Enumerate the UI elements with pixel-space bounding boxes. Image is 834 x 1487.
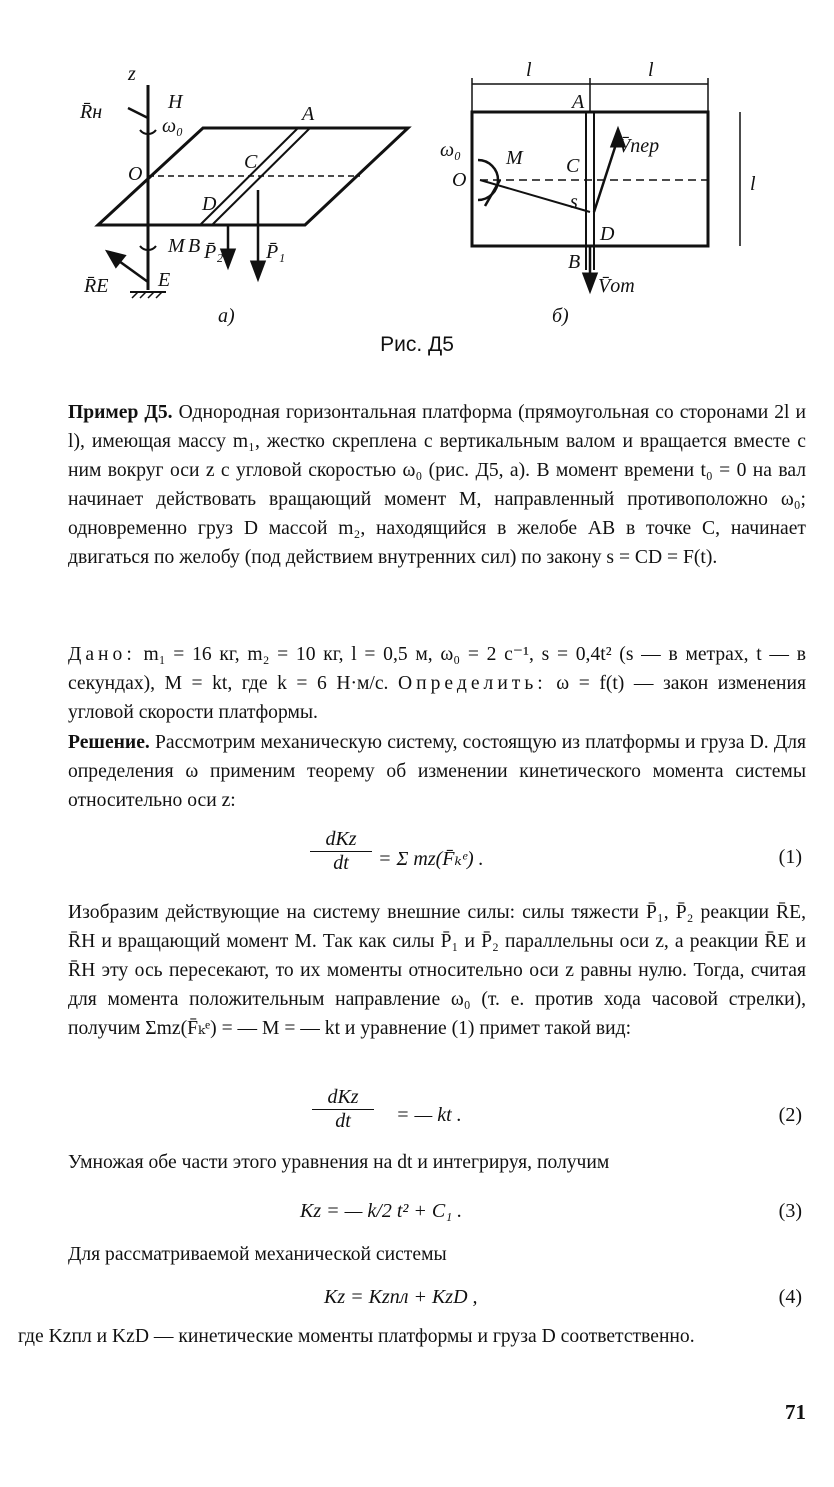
system-body: Для рассматриваемой механической системы: [68, 1244, 447, 1265]
subfig-b: б): [552, 305, 569, 327]
given-body: m₁ = 16 кг, m₂ = 10 кг, l = 0,5 м, ω₀ = 2 с⁻¹, s = 0,4t² (s — в метрах, t — в секундах), M = kt, где k = 6 Н·м/с.: [68, 644, 806, 694]
label-lside: l: [750, 173, 756, 195]
label-h: H: [168, 91, 183, 113]
eq1-numerator: dKz: [310, 828, 372, 852]
eq1-label: (1): [778, 846, 802, 868]
label-a-b: A: [572, 91, 585, 113]
eq1-rhs: = Σ mz(F̄ₖᵉ) .: [378, 848, 484, 870]
label-re: R̄E: [84, 275, 109, 297]
example-paragraph: [68, 398, 806, 572]
label-o-b: O: [452, 169, 467, 191]
equation-3: [0, 1196, 834, 1230]
label-z: z: [128, 63, 136, 85]
eq1-denominator: dt: [333, 852, 349, 874]
eq3-text: Kz = — k/2 t² + C₁ .: [300, 1200, 463, 1222]
eq2-label: (2): [778, 1104, 802, 1126]
system-paragraph: [68, 1240, 806, 1269]
label-rh: R̄н: [80, 101, 103, 123]
label-w0-a: ω₀: [162, 115, 184, 137]
equation-4: [0, 1284, 834, 1318]
eq2-denominator: dt: [335, 1110, 351, 1132]
forces-body: Изобразим действующие на систему внешние силы: силы тяжести P̄₁, P̄₂ реакции R̄E, R̄H и вращающий момент M. Так как силы P̄₁ и P̄₂ параллельны оси z, а реакции R̄E и R̄H эту ось пересекают, то их моменты относительно оси z равны нулю. Тогда, считая для момента положительным направление ω₀ (т. е. против хода часовой стрелки), получим Σmz(F̄ₖᵉ) = — M = — kt и уравнение (1) примет такой вид:: [68, 902, 806, 1039]
label-l1: l: [526, 59, 532, 81]
find-label: Определить:: [398, 673, 547, 694]
given-paragraph: [68, 640, 806, 727]
equation-2: [0, 1086, 834, 1140]
moments-body: где Kzпл и KzD — кинетические моменты платформы и груза D соответственно.: [18, 1326, 695, 1347]
moments-paragraph: [18, 1322, 806, 1351]
label-m-a: M: [168, 235, 185, 257]
label-p1: P̄₁: [266, 241, 286, 263]
label-p2: P̄₂: [204, 241, 224, 263]
figure-d5: [0, 0, 834, 370]
example-title: Пример Д5.: [68, 402, 173, 423]
solution-body: Рассмотрим механическую систему, состоящую из платформы и груза D. Для определения ω применим теорему об изменении кинетического момента системы относительно оси z:: [68, 732, 806, 811]
label-l2: l: [648, 59, 654, 81]
eq3-label: (3): [778, 1200, 802, 1222]
eq4-text: Kz = Kzпл + KzD ,: [324, 1286, 478, 1308]
subfig-a: а): [218, 305, 235, 327]
label-c-b: C: [566, 155, 580, 177]
forces-paragraph: [68, 898, 806, 1043]
solution-title: Решение.: [68, 732, 150, 753]
solution-paragraph: [68, 728, 806, 815]
given-label: Дано:: [68, 644, 136, 665]
label-vper: V̄пер: [618, 135, 660, 157]
label-d-b: D: [600, 223, 615, 245]
label-w0-b: ω₀: [440, 139, 462, 161]
find-body: ω = f(t) — закон изменения угловой скорости платформы.: [68, 673, 806, 723]
equation-1: [0, 828, 834, 882]
label-a-a: A: [302, 103, 315, 125]
label-b-a: B: [188, 235, 201, 257]
integrate-paragraph: [68, 1148, 806, 1177]
label-vot: V̄от: [598, 275, 635, 297]
label-d-a: D: [202, 193, 217, 215]
integrate-body: Умножая обе части этого уравнения на dt и интегрируя, получим: [68, 1152, 610, 1173]
label-c-a: C: [244, 151, 258, 173]
label-e: E: [158, 269, 171, 291]
figure-caption: Рис. Д5: [380, 333, 454, 356]
eq2-rhs: = — kt .: [396, 1104, 462, 1126]
eq2-numerator: dKz: [312, 1086, 374, 1110]
page-number: 71: [785, 1400, 806, 1424]
label-s: s: [570, 191, 578, 213]
label-b-b: B: [568, 251, 581, 273]
label-m-b: M: [506, 147, 523, 169]
example-body: Однородная горизонтальная платформа (прямоугольная со сторонами 2l и l), имеющая массу m₁, жестко скреплена с вертикальным валом и вращается вместе с ним вокруг оси z с угловой скоростью ω₀ (рис. Д5, а). В момент времени t₀ = 0 на вал начинает действовать вращающий момент M, направленный противоположно ω₀; одновременно груз D массой m₂, находящийся в желобе AB в точке C, начинает двигаться по желобу (под действием внутренних сил) по закону s = CD = F(t).: [68, 402, 806, 568]
platform-b: [472, 112, 708, 246]
label-o-a: O: [128, 163, 143, 185]
eq4-label: (4): [778, 1286, 802, 1308]
